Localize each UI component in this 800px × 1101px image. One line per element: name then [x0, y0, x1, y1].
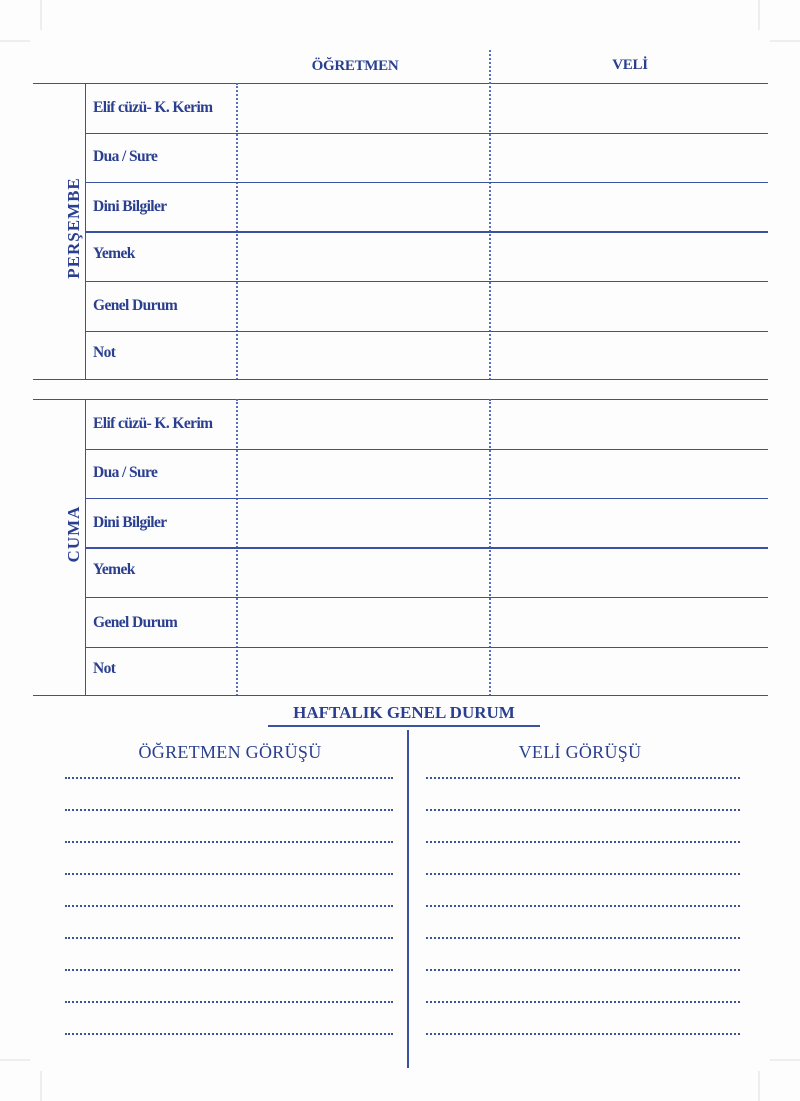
crop-mark: [0, 1059, 30, 1061]
weekly-summary-title: HAFTALIK GENEL DURUM: [268, 703, 540, 727]
teacher-writing-line: [65, 841, 393, 843]
parent-writing-line: [426, 1001, 740, 1003]
crop-mark: [758, 1071, 760, 1101]
row-label-dua: Dua / Sure: [93, 464, 158, 481]
row-line: [85, 281, 768, 282]
row-label-not: Not: [93, 344, 116, 361]
teacher-writing-line: [65, 809, 393, 811]
row-label-genel: Genel Durum: [93, 297, 178, 314]
crop-mark: [770, 1059, 800, 1061]
column-header-parent: VELİ: [612, 57, 648, 73]
parent-writing-line: [426, 1033, 740, 1035]
parent-opinion-title: VELİ GÖRÜŞÜ: [518, 742, 642, 762]
row-label-elif: Elif cüzü- K. Kerim: [93, 99, 213, 116]
opinion-divider: [407, 730, 409, 1068]
teacher-writing-line: [65, 1001, 393, 1003]
day-label-friday: CUMA: [64, 505, 83, 563]
table-border: [33, 379, 768, 380]
row-label-yemek: Yemek: [93, 561, 135, 578]
row-label-dini: Dini Bilgiler: [93, 514, 167, 531]
parent-writing-line: [426, 777, 740, 779]
parent-writing-line: [426, 937, 740, 939]
row-label-dini: Dini Bilgiler: [93, 198, 167, 215]
row-line: [85, 547, 768, 549]
row-line: [85, 498, 768, 499]
table-border: [33, 695, 768, 696]
row-label-dua: Dua / Sure: [93, 148, 158, 165]
day-label-thursday: PERŞEMBE: [64, 177, 83, 279]
row-line: [85, 647, 768, 648]
parent-writing-line: [426, 905, 740, 907]
row-label-elif: Elif cüzü- K. Kerim: [93, 415, 213, 432]
teacher-writing-line: [65, 1033, 393, 1035]
crop-mark: [40, 1071, 42, 1101]
row-line: [85, 182, 768, 183]
parent-writing-line: [426, 873, 740, 875]
teacher-opinion-title: ÖĞRETMEN GÖRÜŞÜ: [138, 742, 322, 762]
row-line: [85, 597, 768, 598]
row-label-not: Not: [93, 660, 116, 677]
crop-mark: [770, 40, 800, 42]
table-border: [33, 399, 768, 400]
parent-writing-line: [426, 969, 740, 971]
table-border: [33, 83, 768, 84]
teacher-writing-line: [65, 937, 393, 939]
parent-writing-line: [426, 809, 740, 811]
row-line: [85, 331, 768, 332]
row-label-yemek: Yemek: [93, 245, 135, 262]
row-label-genel: Genel Durum: [93, 614, 178, 631]
teacher-writing-line: [65, 873, 393, 875]
teacher-writing-line: [65, 777, 393, 779]
column-header-teacher: ÖĞRETMEN: [311, 58, 399, 74]
crop-mark: [0, 40, 30, 42]
crop-mark: [758, 0, 760, 30]
parent-writing-line: [426, 841, 740, 843]
row-line: [85, 449, 768, 450]
teacher-writing-line: [65, 905, 393, 907]
teacher-writing-line: [65, 969, 393, 971]
row-line: [85, 231, 768, 233]
crop-mark: [40, 0, 42, 30]
row-line: [85, 133, 768, 134]
